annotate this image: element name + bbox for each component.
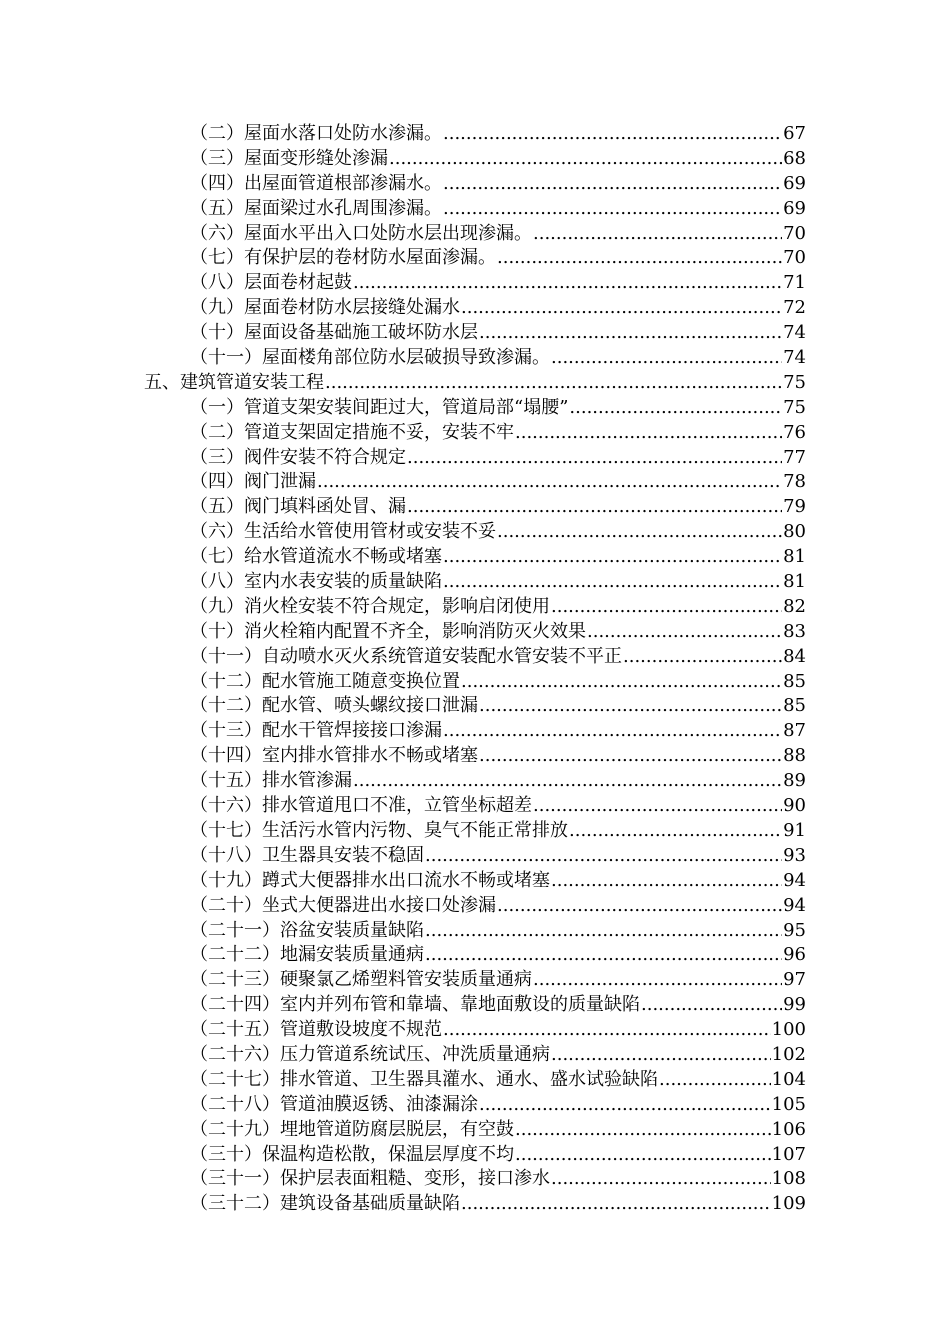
toc-dot-leader (407, 495, 782, 520)
toc-entry-title: （三十）保温构造松散，保温层厚度不均 (190, 1143, 514, 1165)
toc-entry-title: （七）给水管道流水不畅或堵塞 (190, 546, 442, 568)
toc-entry-title: （三十二）建筑设备基础质量缺陷 (190, 1193, 460, 1215)
toc-entry-title: （二十四）室内并列布管和靠墙、靠地面敷设的质量缺陷 (190, 994, 640, 1016)
toc-entry (0, 694, 950, 719)
toc-page-number: 90 (783, 795, 806, 817)
toc-entry-title: （三）屋面变形缝处渗漏 (190, 147, 388, 169)
toc-dot-leader (515, 1143, 771, 1168)
toc-entry (0, 968, 950, 993)
toc-entry-title: （五）阀门填料函处冒、漏 (190, 496, 406, 518)
toc-dot-leader (569, 819, 782, 844)
toc-entry (0, 495, 950, 520)
toc-entry-title: （三十一）保护层表面粗糙、变形，接口渗水 (190, 1168, 550, 1190)
toc-dot-leader (461, 670, 782, 695)
toc-entry (0, 222, 950, 247)
toc-entry-title: （二）管道支架固定措施不妥，安装不牢 (190, 421, 514, 443)
toc-entry (0, 172, 950, 197)
toc-entry-title: （九）消火栓安装不符合规定，影响启闭使用 (190, 595, 550, 617)
toc-entry (0, 346, 950, 371)
toc-entry-title: （一）管道支架安装间距过大，管道局部“塌腰” (190, 396, 569, 418)
toc-page-number: 106 (771, 1118, 806, 1140)
toc-entry (0, 321, 950, 346)
toc-page-number: 85 (783, 695, 806, 717)
toc-entry-title: （七）有保护层的卷材防水屋面渗漏。 (190, 247, 496, 269)
toc-page-number: 69 (783, 172, 806, 194)
toc-entry-title: （二十八）管道油膜返锈、油漆漏涂 (190, 1093, 478, 1115)
toc-dot-leader (407, 446, 782, 471)
toc-entry-title: （十三）配水干管焊接接口渗漏 (190, 720, 442, 742)
toc-page-number: 74 (783, 347, 806, 369)
toc-dot-leader (587, 620, 782, 645)
toc-dot-leader (515, 421, 782, 446)
toc-dot-leader (479, 321, 782, 346)
toc-entry (0, 894, 950, 919)
toc-entry (0, 246, 950, 271)
toc-dot-leader (461, 296, 782, 321)
toc-entry (0, 719, 950, 744)
toc-entry-title: （二十九）埋地管道防腐层脱层，有空鼓 (190, 1118, 514, 1140)
toc-page-number: 67 (783, 123, 806, 144)
toc-entry-title: （二十七）排水管道、卫生器具灌水、通水、盛水试验缺陷 (190, 1068, 658, 1090)
toc-page-number: 74 (783, 322, 806, 344)
toc-entry-title: （十六）排水管道甩口不准，立管坐标超差 (190, 795, 532, 817)
toc-entry (0, 993, 950, 1018)
toc-entry-title: （十）消火栓箱内配置不齐全，影响消防灭火效果 (190, 620, 586, 642)
toc-page-number: 81 (783, 571, 806, 593)
toc-entry-title: （十一）自动喷水灭火系统管道安装配水管安装不平正 (190, 645, 622, 667)
toc-dot-leader (479, 744, 782, 769)
toc-entry-title: （六）屋面水平出入口处防水层出现渗漏。 (190, 222, 532, 244)
toc-page-number: 95 (783, 919, 806, 941)
toc-entry (0, 296, 950, 321)
toc-dot-leader (497, 894, 782, 919)
toc-entry (0, 545, 950, 570)
toc-entry (0, 396, 950, 421)
toc-entry-title: （三）阀件安装不符合规定 (190, 446, 406, 468)
toc-page-number: 75 (783, 371, 806, 393)
toc-section-entry (0, 371, 950, 396)
toc-dot-leader (443, 122, 782, 147)
toc-entry (0, 271, 950, 296)
toc-page-number: 96 (783, 944, 806, 966)
toc-dot-leader (551, 1043, 771, 1068)
toc-dot-leader (443, 719, 782, 744)
toc-entry (0, 1167, 950, 1192)
toc-entry-title: （二十三）硬聚氯乙烯塑料管安装质量通病 (190, 969, 532, 991)
toc-dot-leader (443, 545, 782, 570)
toc-dot-leader (497, 246, 782, 271)
toc-entry-title: （二十五）管道敷设坡度不规范 (190, 1019, 442, 1041)
toc-page-number: 89 (783, 770, 806, 792)
toc-entry-title: （二十）坐式大便器进出水接口处渗漏 (190, 894, 496, 916)
toc-entry (0, 197, 950, 222)
toc-entry-title: （四）阀门泄漏 (190, 471, 316, 493)
table-of-contents (0, 122, 950, 1217)
toc-dot-leader (551, 595, 782, 620)
toc-page-number: 94 (783, 894, 806, 916)
toc-entry-title: （十一）屋面楼角部位防水层破损导致渗漏。 (190, 347, 550, 369)
toc-dot-leader (443, 570, 782, 595)
toc-entry (0, 520, 950, 545)
toc-page-number: 77 (783, 446, 806, 468)
toc-page-number: 76 (783, 421, 806, 443)
toc-entry (0, 670, 950, 695)
toc-page-number: 69 (783, 197, 806, 219)
toc-page-number: 102 (771, 1043, 806, 1065)
toc-dot-leader (479, 694, 782, 719)
toc-entry-title: （十四）室内排水管排水不畅或堵塞 (190, 745, 478, 767)
toc-page-number: 105 (771, 1093, 806, 1115)
toc-dot-leader (533, 968, 782, 993)
toc-entry-title: （五）屋面梁过水孔周围渗漏。 (190, 197, 442, 219)
toc-entry (0, 943, 950, 968)
toc-page-number: 85 (783, 670, 806, 692)
toc-dot-leader (551, 1167, 771, 1192)
toc-entry (0, 421, 950, 446)
toc-dot-leader (659, 1068, 771, 1093)
toc-page-number: 107 (771, 1143, 806, 1165)
toc-entry-title: （十二）配水管施工随意变换位置 (190, 670, 460, 692)
toc-page-number: 93 (783, 844, 806, 866)
toc-dot-leader (325, 371, 782, 396)
toc-dot-leader (353, 271, 782, 296)
toc-entry-title: （十七）生活污水管内污物、臭气不能正常排放 (190, 819, 568, 841)
toc-entry (0, 1018, 950, 1043)
toc-dot-leader (443, 172, 782, 197)
toc-page-number: 71 (783, 272, 806, 294)
toc-dot-leader (551, 869, 782, 894)
toc-dot-leader (425, 844, 782, 869)
toc-page-number: 72 (783, 297, 806, 319)
toc-entry-title: （八）室内水表安装的质量缺陷 (190, 571, 442, 593)
toc-page-number: 80 (783, 521, 806, 543)
toc-dot-leader (353, 769, 782, 794)
toc-dot-leader (425, 919, 782, 944)
toc-entry (0, 819, 950, 844)
toc-entry-title: （八）层面卷材起鼓 (190, 272, 352, 294)
toc-page-number: 78 (783, 471, 806, 493)
toc-page-number: 94 (783, 869, 806, 891)
toc-page-number: 83 (783, 620, 806, 642)
toc-entry (0, 1143, 950, 1168)
toc-dot-leader (533, 222, 782, 247)
toc-entry (0, 645, 950, 670)
toc-entry (0, 446, 950, 471)
toc-entry-title: （十二）配水管、喷头螺纹接口泄漏 (190, 695, 478, 717)
toc-page-number: 70 (783, 222, 806, 244)
toc-entry-title: （四）出屋面管道根部渗漏水。 (190, 172, 442, 194)
toc-entry-title: （九）屋面卷材防水层接缝处漏水 (190, 297, 460, 319)
toc-page-number: 99 (783, 994, 806, 1016)
toc-dot-leader (389, 147, 782, 172)
toc-entry (0, 844, 950, 869)
toc-page-number: 75 (783, 396, 806, 418)
toc-entry (0, 147, 950, 172)
toc-entry-title: （六）生活给水管使用管材或安装不妥 (190, 521, 496, 543)
toc-page-number: 84 (783, 645, 806, 667)
toc-entry-title: （二）屋面水落口处防水渗漏。 (190, 123, 442, 144)
toc-dot-leader (533, 794, 782, 819)
toc-dot-leader (479, 1093, 771, 1118)
toc-page-number: 100 (771, 1019, 806, 1041)
toc-entry-title: （十九）蹲式大便器排水出口流水不畅或堵塞 (190, 869, 550, 891)
toc-entry-title: （二十二）地漏安装质量通病 (190, 944, 424, 966)
toc-entry-title: （二十六）压力管道系统试压、冲洗质量通病 (190, 1043, 550, 1065)
toc-page-number: 104 (771, 1068, 806, 1090)
toc-dot-leader (551, 346, 782, 371)
toc-dot-leader (443, 1018, 771, 1043)
toc-entry-title: （十）屋面设备基础施工破坏防水层 (190, 322, 478, 344)
toc-page-number: 82 (783, 595, 806, 617)
toc-entry (0, 794, 950, 819)
toc-entry (0, 620, 950, 645)
toc-entry-title: （十五）排水管渗漏 (190, 770, 352, 792)
toc-entry (0, 122, 950, 147)
toc-dot-leader (461, 1192, 771, 1217)
toc-dot-leader (641, 993, 782, 1018)
toc-entry (0, 869, 950, 894)
toc-page-number: 81 (783, 546, 806, 568)
toc-entry (0, 769, 950, 794)
toc-entry (0, 1118, 950, 1143)
toc-page-number: 108 (771, 1168, 806, 1190)
toc-dot-leader (317, 470, 782, 495)
toc-entry-title: （十八）卫生器具安装不稳固 (190, 844, 424, 866)
toc-dot-leader (569, 396, 782, 421)
toc-entry (0, 1093, 950, 1118)
toc-page-number: 87 (783, 720, 806, 742)
toc-page-number: 68 (783, 147, 806, 169)
toc-dot-leader (623, 645, 782, 670)
toc-entry-title: （二十一）浴盆安装质量缺陷 (190, 919, 424, 941)
toc-entry (0, 1068, 950, 1093)
toc-entry (0, 595, 950, 620)
toc-page-number: 109 (771, 1193, 806, 1215)
toc-entry (0, 1192, 950, 1217)
toc-entry (0, 1043, 950, 1068)
toc-page-number: 91 (783, 819, 806, 841)
toc-dot-leader (425, 943, 782, 968)
toc-entry (0, 919, 950, 944)
toc-page-number: 79 (783, 496, 806, 518)
toc-page-number: 88 (783, 745, 806, 767)
toc-dot-leader (515, 1118, 771, 1143)
toc-entry-title: 五、建筑管道安装工程 (144, 371, 324, 393)
toc-dot-leader (443, 197, 782, 222)
toc-page-number: 97 (783, 969, 806, 991)
toc-entry (0, 570, 950, 595)
toc-dot-leader (497, 520, 782, 545)
toc-page-number: 70 (783, 247, 806, 269)
toc-entry (0, 744, 950, 769)
toc-entry (0, 470, 950, 495)
